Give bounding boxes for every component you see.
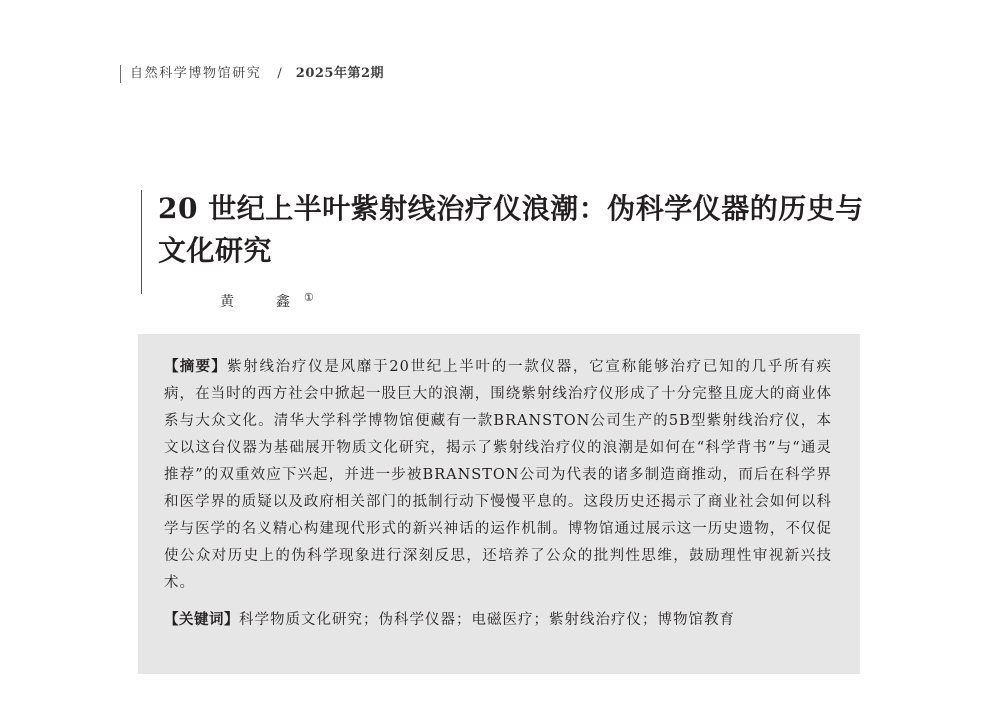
keywords-text: 科学物质文化研究；伪科学仪器；电磁医疗；紫射线治疗仪；博物馆教育	[239, 612, 735, 628]
abstract-text: 紫射线治疗仪是风靡于20世纪上半叶的一款仪器，它宣称能够治疗已知的几乎所有疾病，在当时的西方社会中掀起一股巨大的浪潮，围绕紫射线治疗仪形成了十分完整且庞大的商业体系与大众文化。清华大学科学博物馆便藏有一款BRANSTON公司生产的5B型紫射线治疗仪，本文以这台仪器为基础展开物质文化研究，揭示了紫射线治疗仪的浪潮是如何在“科学背书”与“通灵推荐”的双重效应下兴起，并进一步被BRANSTON公司为代表的诸多制造商推动，而后在科学界和医学界的质疑以及政府相关部门的抵制行动下慢慢平息的。这段历史还揭示了商业社会如何以科学与医学的名义精心构建现代形式的新兴神话的运作机制。博物馆通过展示这一历史遗物，不仅促使公众对历史上的伪科学现象进行深刻反思，还培养了公众的批判性思维，鼓励理性审视新兴技术。	[164, 359, 833, 591]
running-header	[120, 65, 384, 83]
abstract	[164, 354, 832, 597]
keywords	[164, 607, 832, 633]
abstract-label: 【摘要】	[164, 359, 227, 375]
author-name: 黄 鑫	[220, 294, 304, 310]
abstract-box	[138, 334, 860, 674]
title-rule	[141, 190, 142, 294]
journal-name: 自然科学博物馆研究	[130, 66, 262, 81]
issue-number: 2025年第2期	[295, 66, 385, 81]
author-footnote-marker: ①	[304, 291, 314, 304]
article-title: 20 世纪上半叶紫射线治疗仪浪潮：伪科学仪器的历史与文化研究	[158, 192, 864, 267]
keywords-label: 【关键词】	[164, 612, 239, 628]
author-line	[220, 288, 314, 312]
header-separator: /	[277, 66, 282, 81]
